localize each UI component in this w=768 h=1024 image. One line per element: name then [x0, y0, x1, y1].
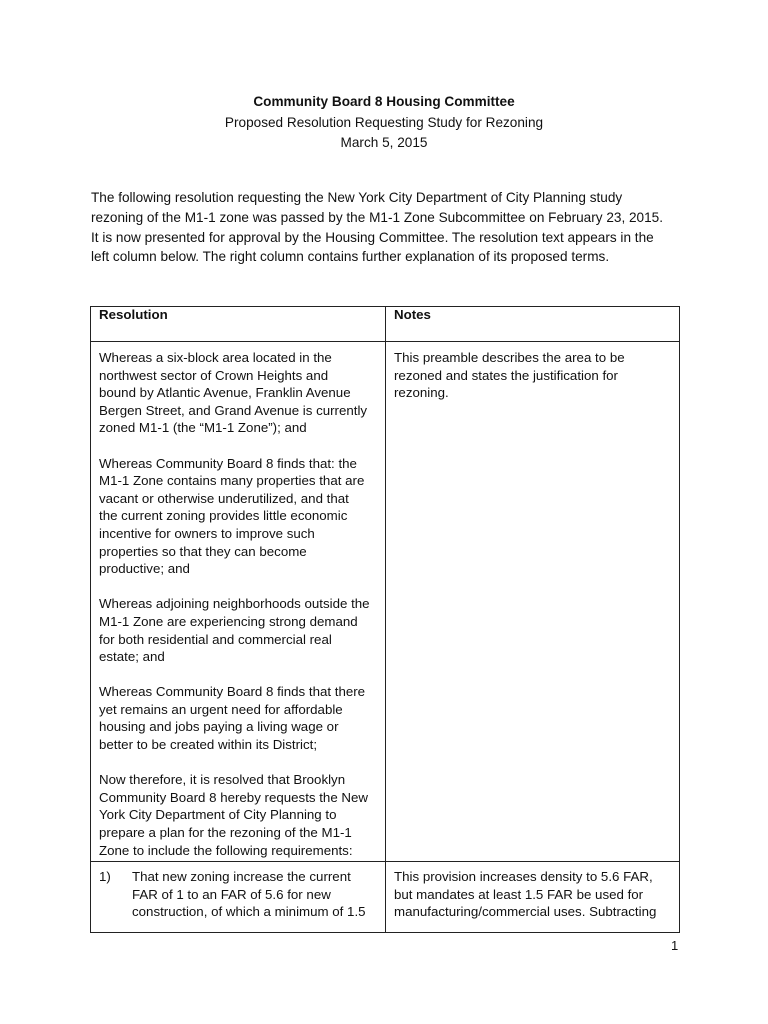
text-line: yet remains an urgent need for affordable: [99, 701, 343, 717]
text-line: M1-1 Zone are experiencing strong demand: [99, 613, 358, 629]
text-line: manufacturing/commercial uses. Subtracting: [394, 904, 657, 920]
text-line: bound by Atlantic Avenue, Franklin Avenue: [99, 385, 351, 401]
notes-cell: [386, 342, 680, 862]
intro-line: It is now presented for approval by the Housing Committee. The resolution text appears in the: [91, 229, 654, 245]
whereas-paragraph-2: [99, 455, 377, 578]
text-line: rezoning.: [394, 385, 449, 401]
item1-note: [394, 868, 671, 921]
text-line: northwest sector of Crown Heights and: [99, 367, 329, 383]
notes-cell: [386, 862, 680, 933]
text-line: productive; and: [99, 561, 190, 577]
intro-line: rezoning of the M1-1 zone was passed by the M1-1 Zone Subcommittee on February 23, 2015.: [91, 209, 664, 225]
preamble-note: [394, 349, 671, 402]
resolved-paragraph: [99, 771, 377, 859]
document-subtitle: Proposed Resolution Requesting Study for Rezoning: [224, 114, 544, 130]
text-line: prepare a plan for the rezoning of the M1-1: [99, 825, 352, 841]
text-line: Whereas Community Board 8 finds that: the: [99, 455, 357, 471]
text-line: Whereas a six-block area located in the: [99, 350, 332, 365]
document-header: [90, 92, 678, 154]
resolution-cell: [91, 862, 386, 933]
item-text: [132, 868, 366, 921]
text-line: That new zoning increase the current: [132, 869, 351, 884]
table-row: [91, 862, 680, 933]
text-line: construction, of which a minimum of 1.5: [132, 904, 366, 920]
text-line: vacant or otherwise underutilized, and that: [99, 490, 349, 506]
item-number: 1): [99, 869, 111, 884]
document-date: March 5, 2015: [340, 135, 428, 150]
text-line: the current zoning provides little economic: [99, 508, 348, 524]
requirement-item-1: [99, 868, 377, 921]
text-line: Whereas Community Board 8 finds that there: [99, 684, 366, 700]
text-line: but mandates at least 1.5 FAR be used for: [394, 886, 644, 902]
text-line: Bergen Street, and Grand Avenue is currently: [99, 402, 368, 418]
page-number: 1: [671, 938, 679, 953]
text-line: York City Department of City Planning to: [99, 807, 337, 823]
column-header-notes: Notes: [386, 307, 680, 342]
column-header-resolution: Resolution: [91, 307, 386, 342]
text-line: incentive for owners to improve such: [99, 525, 315, 541]
text-line: Now therefore, it is resolved that Brooklyn: [99, 772, 346, 788]
text-line: Zone to include the following requirements:: [99, 842, 353, 858]
text-line: Whereas adjoining neighborhoods outside the: [99, 596, 370, 612]
table-row: [91, 342, 680, 862]
text-line: housing and jobs paying a living wage or: [99, 719, 339, 735]
whereas-paragraph-4: [99, 683, 377, 753]
text-line: zoned M1-1 (the “M1-1 Zone”); and: [99, 420, 307, 436]
resolution-cell: [91, 342, 386, 862]
text-line: properties so that they can become: [99, 543, 307, 559]
whereas-paragraph-3: [99, 595, 377, 665]
text-line: for both residential and commercial real: [99, 631, 332, 647]
text-line: This preamble describes the area to be: [394, 350, 625, 365]
text-line: better to be created within its District;: [99, 737, 318, 753]
intro-line: left column below. The right column contains further explanation of its proposed terms.: [91, 249, 610, 265]
text-line: Community Board 8 hereby requests the New: [99, 789, 369, 805]
document-title: Community Board 8 Housing Committee: [253, 94, 515, 109]
intro-paragraph: [91, 188, 681, 267]
text-line: FAR of 1 to an FAR of 5.6 for new: [132, 886, 331, 902]
text-line: This provision increases density to 5.6 FAR,: [394, 869, 653, 884]
text-line: estate; and: [99, 649, 165, 665]
whereas-paragraph-1: [99, 349, 377, 437]
text-line: M1-1 Zone contains many properties that are: [99, 473, 365, 489]
table-header-row: [91, 307, 680, 342]
intro-line: The following resolution requesting the New York City Department of City Planning study: [91, 190, 623, 205]
text-line: rezoned and states the justification for: [394, 367, 618, 383]
resolution-table: [90, 306, 680, 933]
